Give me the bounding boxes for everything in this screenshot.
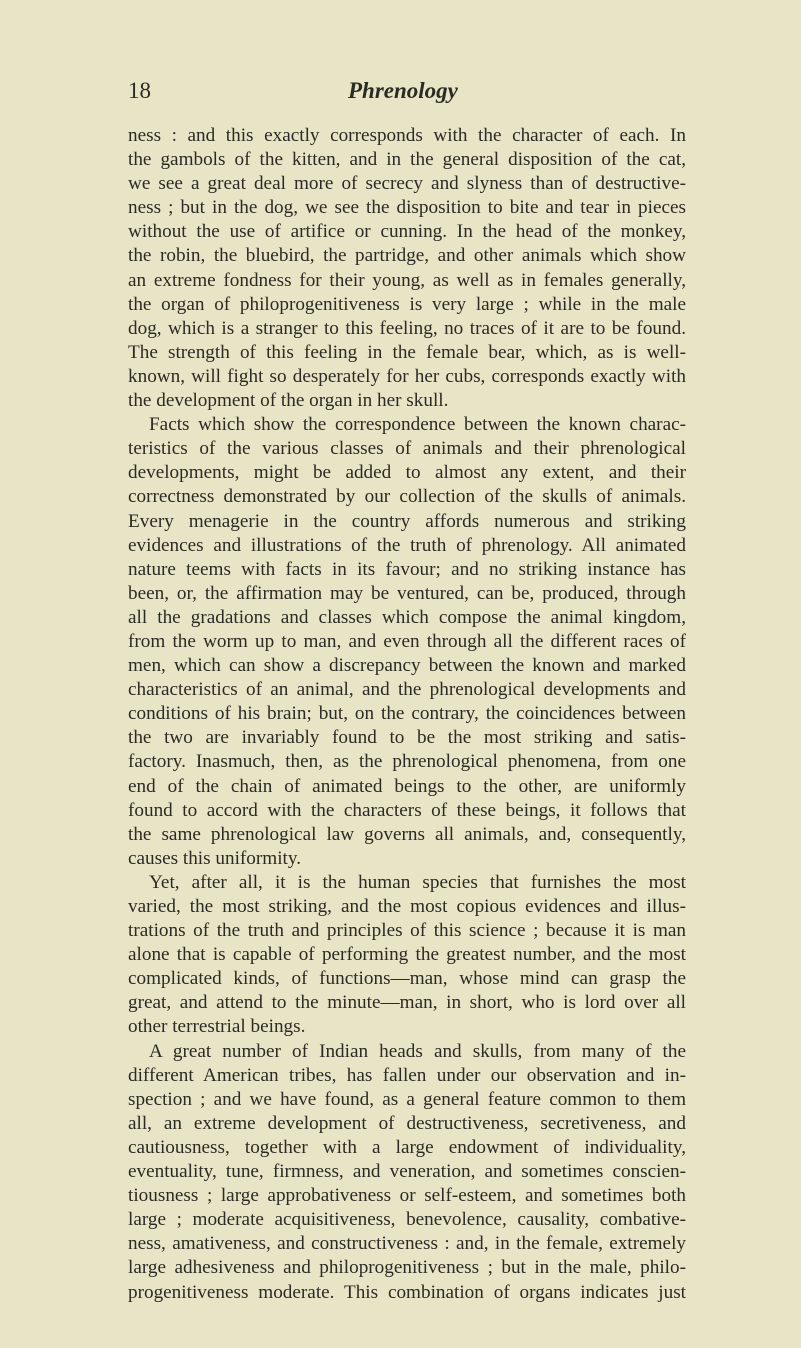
text-line: ness ; but in the dog, we see the disposition to bite and tear in pieces xyxy=(128,197,686,219)
text-line: the development of the organ in her skull. xyxy=(128,390,449,412)
text-line: other terrestrial beings. xyxy=(128,1016,306,1038)
text-line: complicated kinds, of functions—man, whose mind can grasp the xyxy=(128,968,686,990)
text-line: The strength of this feeling in the female bear, which, as is well- xyxy=(128,341,686,363)
text-line: trations of the truth and principles of this science ; because it is man xyxy=(128,920,686,942)
text-line: conditions of his brain; but, on the contrary, the coincidences between xyxy=(128,703,686,725)
body-text xyxy=(128,124,686,1305)
text-line: correctness demonstrated by our collection of the skulls of animals. xyxy=(128,486,686,508)
text-line: an extreme fondness for their young, as well as in females generally, xyxy=(128,269,686,291)
text-line: we see a great deal more of secrecy and slyness than of destructive- xyxy=(128,173,686,195)
text-line: Yet, after all, it is the human species that furnishes the most xyxy=(149,871,686,893)
text-line: spection ; and we have found, as a general feature common to them xyxy=(128,1088,686,1110)
text-line: alone that is capable of performing the greatest number, and the most xyxy=(128,944,686,966)
text-line: progenitiveness moderate. This combination of organs indicates just xyxy=(128,1281,686,1303)
text-line: the two are invariably found to be the most striking and satis- xyxy=(128,727,686,749)
text-line: known, will fight so desperately for her cubs, corresponds exactly with xyxy=(128,365,686,387)
page-number: 18 xyxy=(128,78,151,103)
text-line: dog, which is a stranger to this feeling, no traces of it are to be found. xyxy=(128,317,686,339)
text-line: different American tribes, has fallen under our observation and in- xyxy=(128,1064,686,1086)
text-line: men, which can show a discrepancy between the known and marked xyxy=(128,655,686,677)
text-line: the organ of philoprogenitiveness is very large ; while in the male xyxy=(128,293,686,315)
text-line: causes this uniformity. xyxy=(128,847,302,869)
text-line: without the use of artifice or cunning. In the head of the monkey, xyxy=(128,221,686,243)
text-line: great, and attend to the minute—man, in short, who is lord over all xyxy=(128,992,686,1014)
text-line: the robin, the bluebird, the partridge, and other animals which show xyxy=(128,245,686,267)
text-line: from the worm up to man, and even through all the different races of xyxy=(128,630,686,652)
text-line: eventuality, tune, firmness, and veneration, and sometimes conscien- xyxy=(128,1161,686,1183)
text-line: Facts which show the correspondence between the known charac- xyxy=(149,414,686,436)
text-line: the gambols of the kitten, and in the general disposition of the cat, xyxy=(128,149,686,171)
text-line: all, an extreme development of destructiveness, secretiveness, and xyxy=(128,1112,686,1134)
text-line: been, or, the affirmation may be ventured, can be, produced, through xyxy=(128,582,686,604)
text-line: developments, might be added to almost any extent, and their xyxy=(128,462,686,484)
text-line: end of the chain of animated beings to the other, are uniformly xyxy=(128,775,686,797)
text-line: tiousness ; large approbativeness or self-esteem, and sometimes both xyxy=(128,1185,686,1207)
text-line: found to accord with the characters of these beings, it follows that xyxy=(128,799,686,821)
text-line: large ; moderate acquisitiveness, benevolence, causality, combative- xyxy=(128,1209,686,1231)
text-line: cautiousness, together with a large endowment of individuality, xyxy=(128,1136,686,1158)
text-line: teristics of the various classes of animals and their phrenological xyxy=(128,438,686,460)
text-line: ness : and this exactly corresponds with the character of each. In xyxy=(128,125,686,146)
text-line: large adhesiveness and philoprogenitiveness ; but in the male, philo- xyxy=(128,1257,686,1279)
text-line: all the gradations and classes which compose the animal kingdom, xyxy=(128,606,686,628)
text-line: the same phrenological law governs all animals, and, consequently, xyxy=(128,823,686,845)
text-line: A great number of Indian heads and skulls, from many of the xyxy=(149,1040,686,1062)
text-line: factory. Inasmuch, then, as the phrenological phenomena, from one xyxy=(128,751,686,773)
page-header xyxy=(128,78,683,108)
text-line: nature teems with facts in its favour; and no striking instance has xyxy=(128,558,686,580)
text-line: evidences and illustrations of the truth of phrenology. All animated xyxy=(128,534,686,556)
running-title: Phrenology xyxy=(348,78,458,103)
text-line: Every menagerie in the country affords numerous and striking xyxy=(128,510,686,532)
text-line: characteristics of an animal, and the phrenological developments and xyxy=(128,679,686,701)
text-line: varied, the most striking, and the most copious evidences and illus- xyxy=(128,896,686,917)
text-line: ness, amativeness, and constructiveness : and, in the female, extremely xyxy=(128,1233,686,1255)
